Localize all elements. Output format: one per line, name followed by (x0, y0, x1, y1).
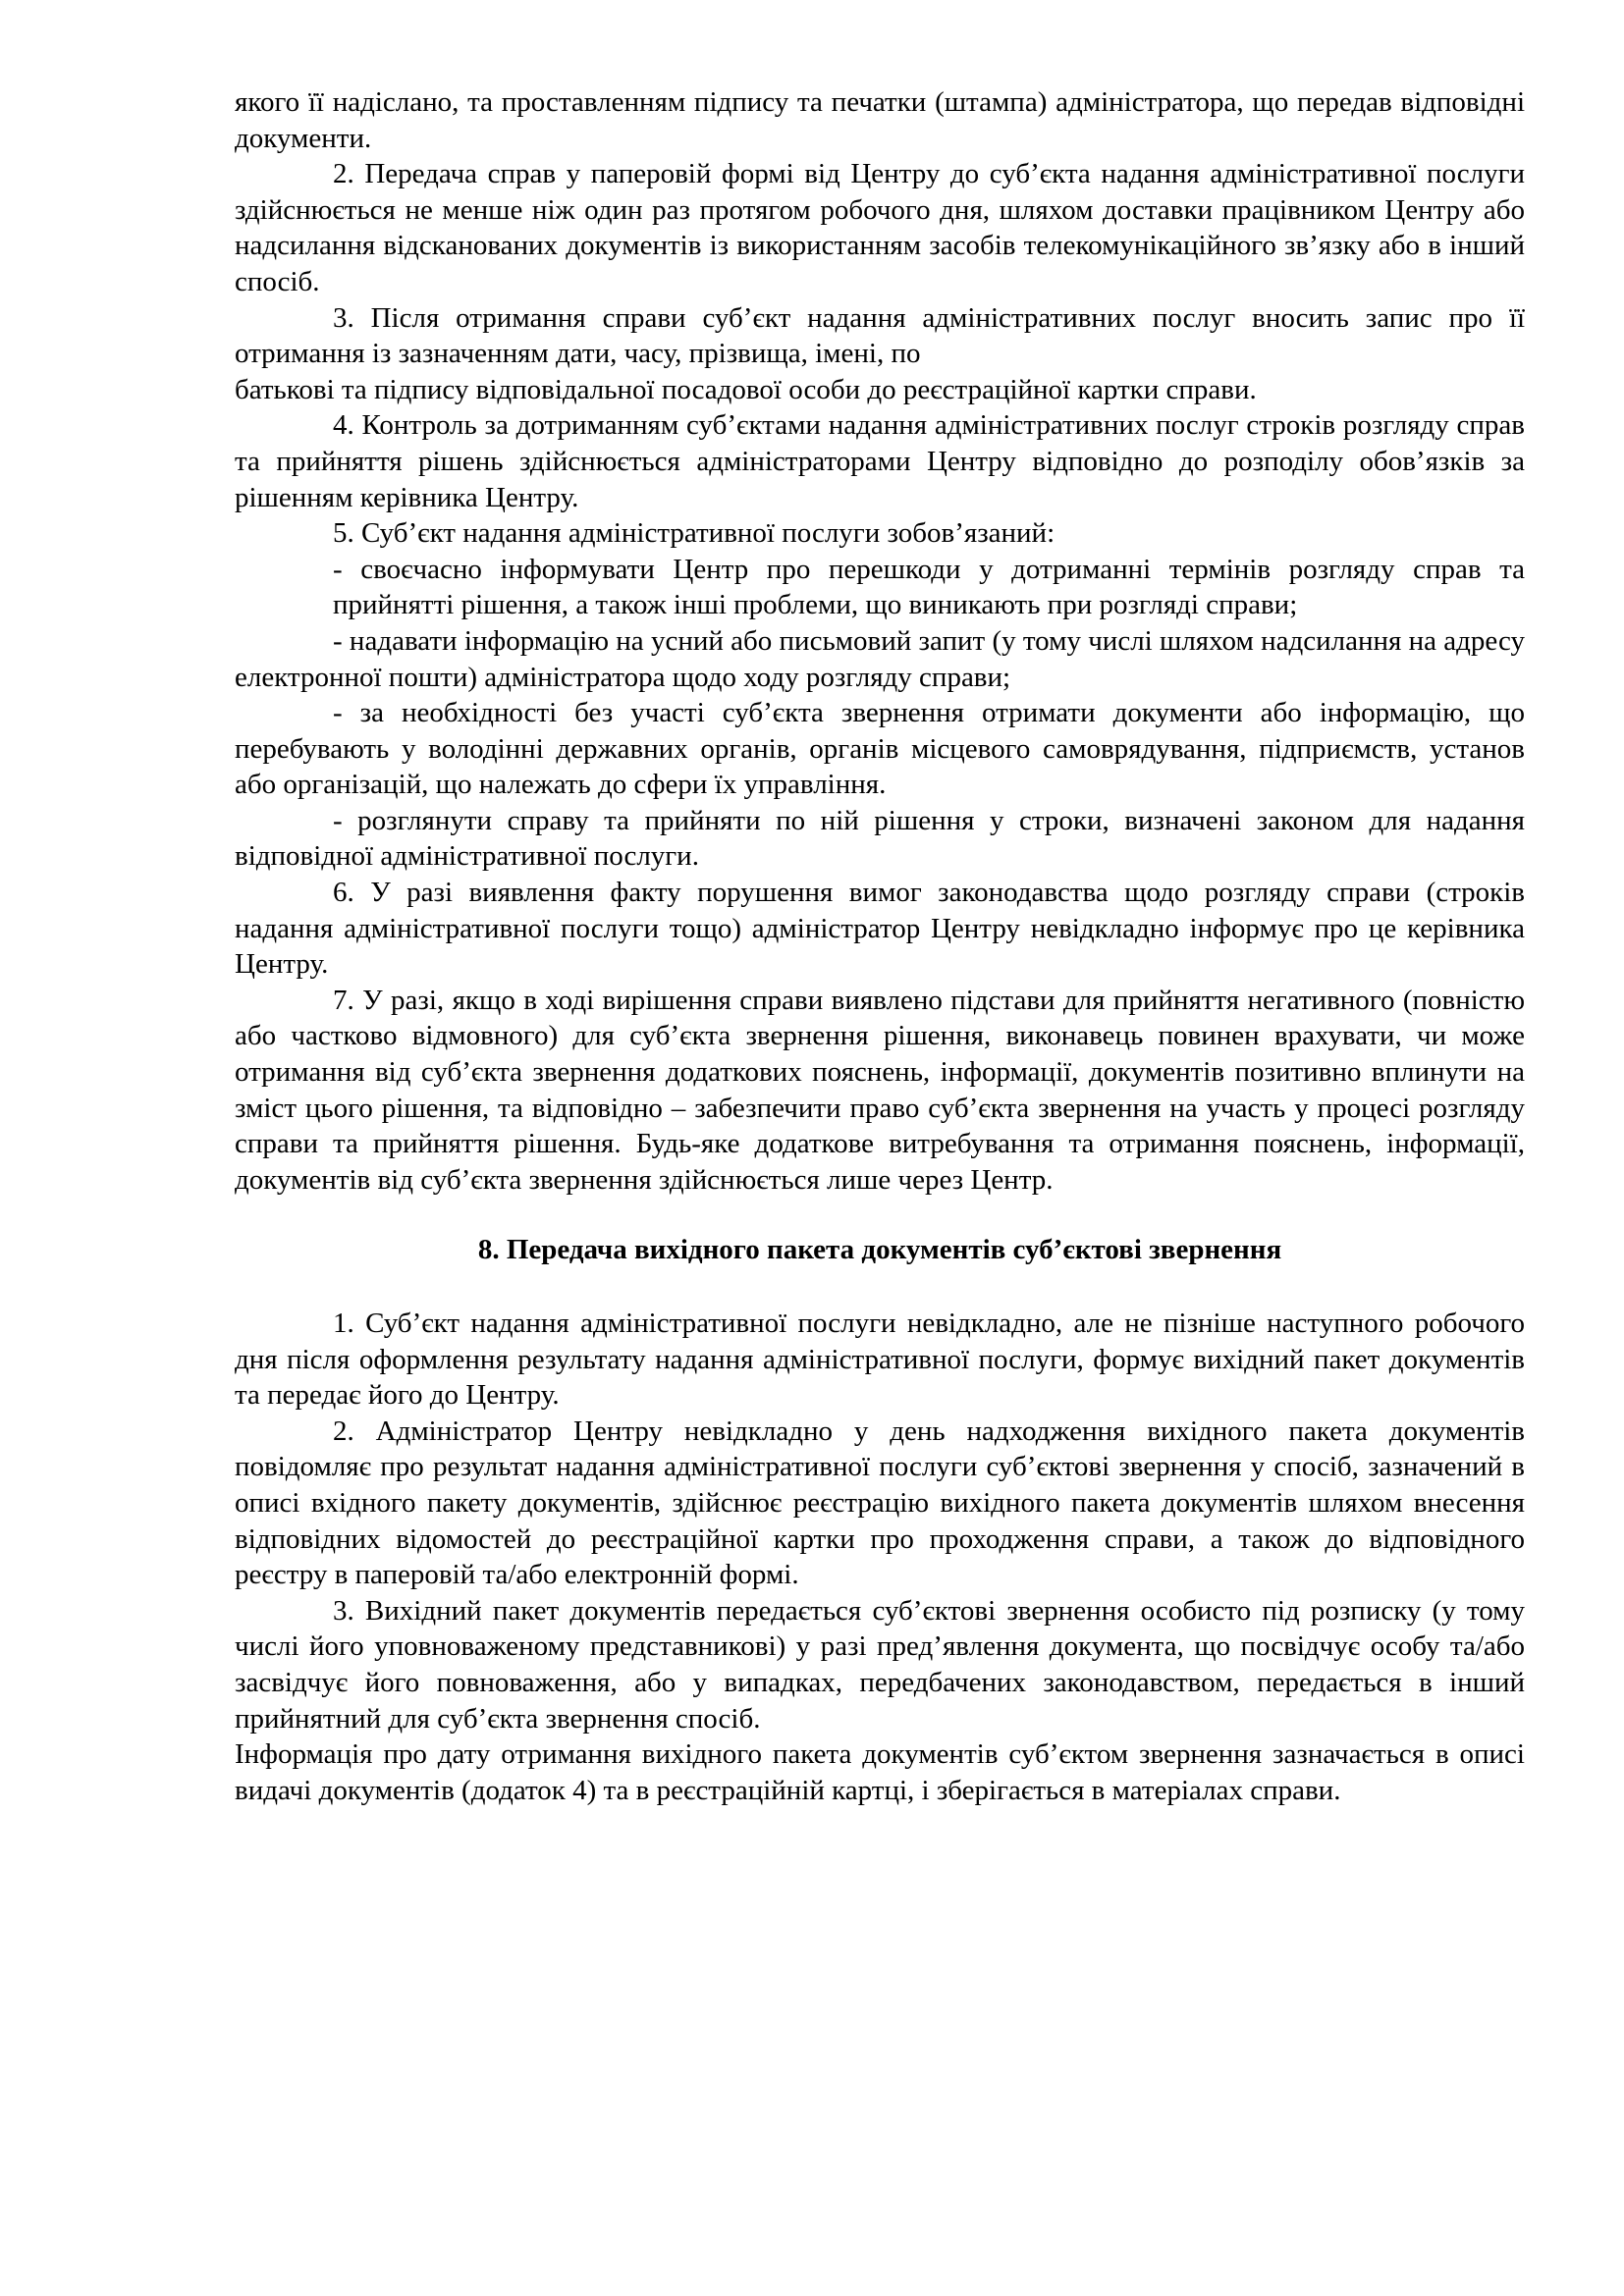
paragraph-5: 5. Суб’єкт надання адміністративної послуги зобов’язаний: (333, 517, 1056, 550)
paragraph-intro: якого її надіслано, та проставленням підпису та печатки (штампа) адміністратора, що передав відповідні документи. (235, 86, 1525, 154)
list-item-obtain-docs: - за необхідності без участі суб’єкта звернення отримати документи або інформацію, що перебувають у володінні державних органів, органів місцевого самоврядування, підприємств, установ або організацій, що належать до сфери їх управління. (235, 697, 1525, 801)
section-paragraph-1: 1. Суб’єкт надання адміністративної послуги невідкладно, але не пізніше наступного робочого дня після оформлення результату надання адміністративної послуги, формує вихідний пакет документів та передає його до Центру. (235, 1308, 1525, 1412)
paragraph-3b: батькові та підпису відповідальної посадової особи до реєстраційної картки справи. (235, 373, 1257, 405)
section-paragraph-2: 2. Адміністратор Центру невідкладно у день надходження вихідного пакета документів повідомляє про результат надання адміністративної послуги суб’єктові звернення у спосіб, зазначений в описі вхідного пакету документів, здійснює реєстрацію вихідного пакета документів шляхом внесення відповідних відомостей до реєстраційної картки про проходження справи, а також до відповідного реєстру в паперовій та/або електронній формі. (235, 1415, 1525, 1591)
section-paragraph-3: 3. Вихідний пакет документів передається суб’єктові звернення особисто під розписку (у тому числі його уповноваженому представникові) у разі пред’явлення документа, що посвідчує особу та/або засвідчує його повноваження, або у випадках, передбачених законодавством, передається в інший прийнятний для суб’єкта звернення спосіб. (235, 1594, 1525, 1735)
section-paragraph-4: Інформація про дату отримання вихідного пакета документів суб’єктом звернення зазначається в описі видачі документів (додаток 4) та в реєстраційній картці, і зберігається в матеріалах справи. (235, 1738, 1525, 1806)
paragraph-2: 2. Передача справ у паперовій формі від Центру до суб’єкта надання адміністративної послуги здійснюється не менше ніж один раз протягом робочого дня, шляхом доставки працівником Центру або надсилання відсканованих документів із використанням засобів телекомунікаційного зв’язку або в інший спосіб. (235, 158, 1525, 297)
paragraph-4: 4. Контроль за дотриманням суб’єктами надання адміністративних послуг строків розгляду справ та прийняття рішень здійснюється адміністраторами Центру відповідно до розподілу обов’язків за рішенням керівника Центру. (235, 409, 1525, 513)
document-page (235, 84, 1525, 1808)
list-item-inform: - своєчасно інформувати Центр про перешкоди у дотриманні термінів розгляду справ та прийнятті рішення, а також інші проблеми, що виникають при розгляді справи; (333, 553, 1525, 621)
paragraph-3a: 3. Після отримання справи суб’єкт надання адміністративних послуг вносить запис про її отримання із зазначенням дати, часу, прізвища, імені, по (235, 301, 1525, 370)
section-heading: 8. Передача вихідного пакета документів суб’єктові звернення (477, 1234, 1282, 1266)
paragraph-6: 6. У разі виявлення факту порушення вимог законодавства щодо розгляду справи (строків надання адміністративної послуги тощо) адміністратор Центру невідкладно інформує про це керівника Центру. (235, 877, 1525, 981)
paragraph-7: 7. У разі, якщо в ході вирішення справи виявлено підстави для прийняття негативного (повністю або частково відмовного) для суб’єкта звернення рішення, виконавець повинен врахувати, чи може отримання від суб’єкта звернення додаткових пояснень, інформації, документів позитивно вплинути на зміст цього рішення, та відповідно – забезпечити право суб’єкта звернення на участь у процесі розгляду справи та прийняття рішення. Будь-яке додаткове витребування та отримання пояснень, інформації, документів від суб’єкта звернення здійснюється лише через Центр. (235, 984, 1525, 1196)
list-item-provide-info: - надавати інформацію на усний або письмовий запит (у тому числі шляхом надсилання на адресу електронної пошти) адміністратора щодо ходу розгляду справи; (235, 624, 1525, 693)
list-item-review: - розглянути справу та прийняти по ній рішення у строки, визначені законом для надання відповідної адміністративної послуги. (235, 804, 1525, 873)
